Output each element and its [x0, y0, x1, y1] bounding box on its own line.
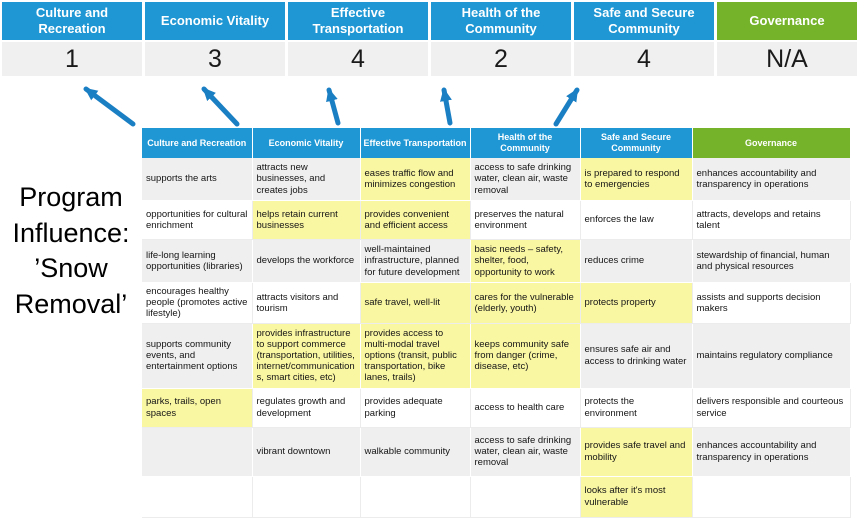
- matrix-header-cell: Governance: [692, 128, 850, 158]
- matrix-cell: basic needs – safety, shelter, food, opportunity to work: [470, 240, 580, 283]
- matrix-cell: develops the workforce: [252, 240, 360, 283]
- influence-arrows: [0, 80, 859, 130]
- summary-score: N/A: [717, 42, 857, 76]
- matrix-row: [142, 476, 850, 517]
- matrix-cell: access to health care: [470, 388, 580, 427]
- matrix-cell: enhances accountability and transparency in operations: [692, 427, 850, 476]
- matrix-cell: helps retain current businesses: [252, 201, 360, 240]
- matrix-cell: access to safe drinking water, clean air, waste removal: [470, 427, 580, 476]
- matrix-header-cell: Safe and Secure Community: [580, 128, 692, 158]
- summary-header-row: [2, 2, 857, 40]
- matrix-cell: well-maintained infrastructure, planned for future development: [360, 240, 470, 283]
- matrix-cell: looks after it's most vulnerable: [580, 476, 692, 517]
- summary-header-cell: Culture and Recreation: [2, 2, 142, 40]
- summary-score: 4: [288, 42, 428, 76]
- up-arrow-transportation-score: [329, 90, 338, 123]
- matrix-cell: reduces crime: [580, 240, 692, 283]
- matrix-row: [142, 323, 850, 388]
- matrix-cell: life-long learning opportunities (libraries): [142, 240, 252, 283]
- matrix-row: [142, 283, 850, 324]
- matrix-cell: attracts visitors and tourism: [252, 283, 360, 324]
- matrix-row: [142, 427, 850, 476]
- matrix-cell: assists and supports decision makers: [692, 283, 850, 324]
- matrix-cell: parks, trails, open spaces: [142, 388, 252, 427]
- matrix-cell: supports the arts: [142, 158, 252, 201]
- summary-header-cell: Health of the Community: [431, 2, 571, 40]
- summary-header-cell: Economic Vitality: [145, 2, 285, 40]
- matrix-cell: delivers responsible and courteous service: [692, 388, 850, 427]
- up-arrow-culture-score: [86, 89, 133, 124]
- matrix-cell: [470, 476, 580, 517]
- matrix-cell: is prepared to respond to emergencies: [580, 158, 692, 201]
- matrix-header-cell: Economic Vitality: [252, 128, 360, 158]
- summary-score: 1: [2, 42, 142, 76]
- summary-score: 2: [431, 42, 571, 76]
- matrix-cell: safe travel, well-lit: [360, 283, 470, 324]
- matrix-cell: preserves the natural environment: [470, 201, 580, 240]
- matrix-row: [142, 201, 850, 240]
- summary-score-row: [2, 42, 857, 76]
- matrix-cell: encourages healthy people (promotes active lifestyle): [142, 283, 252, 324]
- matrix-cell: cares for the vulnerable (elderly, youth): [470, 283, 580, 324]
- summary-score: 4: [574, 42, 714, 76]
- matrix-cell: [252, 476, 360, 517]
- matrix-header-cell: Effective Transportation: [360, 128, 470, 158]
- matrix-cell: keeps community safe from danger (crime, disease, etc): [470, 323, 580, 388]
- matrix-cell: [692, 476, 850, 517]
- matrix-cell: provides safe travel and mobility: [580, 427, 692, 476]
- summary-header-cell: Governance: [717, 2, 857, 40]
- matrix-header-cell: Health of the Community: [470, 128, 580, 158]
- matrix-cell: provides infrastructure to support commerce (transportation, utilities, internet/communications, smart cities, etc): [252, 323, 360, 388]
- matrix-cell: [142, 476, 252, 517]
- matrix-cell: maintains regulatory compliance: [692, 323, 850, 388]
- matrix-cell: walkable community: [360, 427, 470, 476]
- matrix-cell: vibrant downtown: [252, 427, 360, 476]
- up-arrow-safe-score: [556, 90, 577, 124]
- matrix-cell: provides convenient and efficient access: [360, 201, 470, 240]
- matrix-cell: eases traffic flow and minimizes congestion: [360, 158, 470, 201]
- matrix-cell: stewardship of financial, human and physical resources: [692, 240, 850, 283]
- matrix-row: [142, 240, 850, 283]
- summary-header-cell: Effective Transportation: [288, 2, 428, 40]
- matrix-cell: enhances accountability and transparency in operations: [692, 158, 850, 201]
- matrix-cell: protects property: [580, 283, 692, 324]
- matrix-cell: access to safe drinking water, clean air, waste removal: [470, 158, 580, 201]
- matrix-cell: regulates growth and development: [252, 388, 360, 427]
- matrix-cell: supports community events, and entertainment options: [142, 323, 252, 388]
- page-title: Program Influence: ’Snow Removal’: [12, 182, 130, 319]
- matrix-cell: attracts new businesses, and creates jobs: [252, 158, 360, 201]
- up-arrow-economic-score: [204, 89, 237, 124]
- matrix-cell: ensures safe air and access to drinking water: [580, 323, 692, 388]
- summary-header-cell: Safe and Secure Community: [574, 2, 714, 40]
- matrix-cell: enforces the law: [580, 201, 692, 240]
- summary-score: 3: [145, 42, 285, 76]
- matrix-body: [142, 158, 850, 517]
- matrix-cell: provides adequate parking: [360, 388, 470, 427]
- influence-matrix: [142, 128, 851, 518]
- matrix-row: [142, 388, 850, 427]
- matrix-cell: attracts, develops and retains talent: [692, 201, 850, 240]
- matrix-cell: protects the environment: [580, 388, 692, 427]
- matrix-cell: [142, 427, 252, 476]
- matrix-cell: [360, 476, 470, 517]
- up-arrow-health-score: [444, 90, 450, 123]
- matrix-cell: opportunities for cultural enrichment: [142, 201, 252, 240]
- matrix-header-cell: Culture and Recreation: [142, 128, 252, 158]
- matrix-cell: provides access to multi-modal travel options (transit, public transportation, bike lanes, trails): [360, 323, 470, 388]
- matrix-header-row: [142, 128, 850, 158]
- matrix-row: [142, 158, 850, 201]
